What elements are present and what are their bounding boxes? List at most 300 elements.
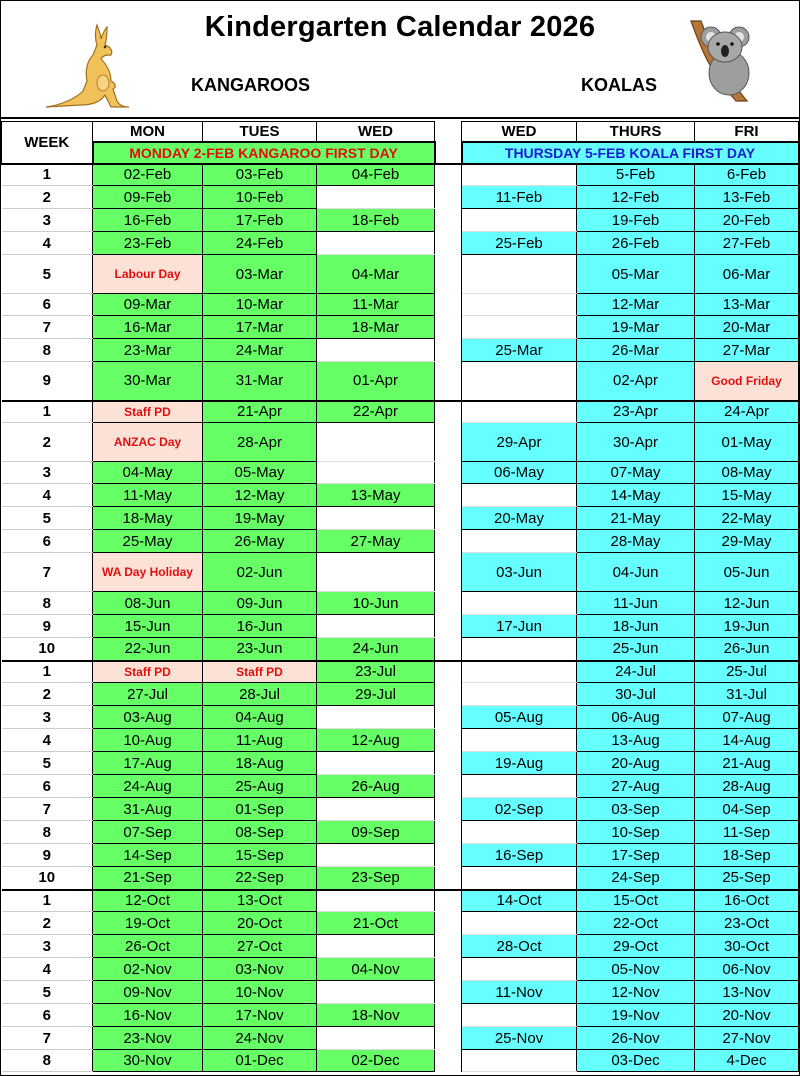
week-number: 9 (2, 615, 93, 638)
tues-cell: 10-Mar (203, 294, 317, 316)
wed-koala-cell: 17-Jun (462, 615, 577, 638)
fri-cell: 01-May (695, 423, 799, 462)
tues-cell: 01-Dec (203, 1050, 317, 1072)
week-number: 3 (2, 209, 93, 232)
mon-cell: 16-Nov (93, 1004, 203, 1027)
table-row (2, 615, 799, 638)
wed-kangaroo-cell (317, 339, 435, 362)
table-row (2, 530, 799, 553)
fri-cell: 27-Mar (695, 339, 799, 362)
wed-koala-cell (462, 316, 577, 339)
wed-koala-cell: 16-Sep (462, 844, 577, 867)
column-gap (435, 912, 462, 935)
fri-cell: 25-Sep (695, 867, 799, 890)
week-number: 8 (2, 1050, 93, 1072)
page-title: Kindergarten Calendar 2026 (204, 11, 596, 43)
wed-koala-cell: 25-Nov (462, 1027, 577, 1050)
wed-kangaroo-cell: 11-Mar (317, 294, 435, 316)
wed-kangaroo-cell (317, 752, 435, 775)
wed-kangaroo-cell (317, 935, 435, 958)
wed-koala-cell (462, 592, 577, 615)
wed-koala-cell (462, 1050, 577, 1072)
fri-cell: 14-Aug (695, 729, 799, 752)
mon-cell: 09-Nov (93, 981, 203, 1004)
wed-koala-cell (462, 255, 577, 294)
tues-column-header: TUES (203, 122, 317, 142)
tues-cell: 03-Nov (203, 958, 317, 981)
wed-koala-cell: 20-May (462, 507, 577, 530)
tues-cell: 10-Feb (203, 186, 317, 209)
kangaroo-image (41, 21, 131, 111)
tues-cell: 28-Jul (203, 683, 317, 706)
column-gap (435, 294, 462, 316)
wed-kangaroo-cell (317, 553, 435, 592)
week-number: 3 (2, 935, 93, 958)
thurs-cell: 19-Mar (577, 316, 695, 339)
wed-kangaroo-cell: 26-Aug (317, 775, 435, 798)
wed-kangaroo-cell: 13-May (317, 484, 435, 507)
table-row (2, 867, 799, 890)
wed-kangaroo-cell: 12-Aug (317, 729, 435, 752)
thurs-cell: 03-Sep (577, 798, 695, 821)
table-row (2, 798, 799, 821)
thurs-cell: 18-Jun (577, 615, 695, 638)
fri-cell: Good Friday (695, 362, 799, 401)
thurs-cell: 12-Nov (577, 981, 695, 1004)
week-number: 1 (2, 164, 93, 186)
tues-cell: 03-Mar (203, 255, 317, 294)
fri-cell: 26-Jun (695, 638, 799, 661)
thurs-cell: 30-Apr (577, 423, 695, 462)
thurs-cell: 02-Apr (577, 362, 695, 401)
column-header-row (2, 122, 799, 142)
tues-cell: 09-Jun (203, 592, 317, 615)
week-number: 6 (2, 530, 93, 553)
thurs-cell: 26-Mar (577, 339, 695, 362)
wed-koala-cell (462, 209, 577, 232)
table-row (2, 255, 799, 294)
wed-kangaroo-column-header: WED (317, 122, 435, 142)
week-number: 2 (2, 186, 93, 209)
mon-cell: 16-Mar (93, 316, 203, 339)
column-gap (435, 706, 462, 729)
mon-cell: 22-Jun (93, 638, 203, 661)
table-row (2, 935, 799, 958)
wed-kangaroo-cell (317, 706, 435, 729)
mon-cell: 10-Aug (93, 729, 203, 752)
table-row (2, 339, 799, 362)
mon-cell: Labour Day (93, 255, 203, 294)
week-number: 4 (2, 729, 93, 752)
wed-koala-cell: 11-Feb (462, 186, 577, 209)
wed-koala-cell (462, 638, 577, 661)
week-number: 9 (2, 844, 93, 867)
fri-cell: 25-Jul (695, 661, 799, 683)
fri-cell: 08-May (695, 462, 799, 484)
tues-cell: 22-Sep (203, 867, 317, 890)
wed-koala-cell: 28-Oct (462, 935, 577, 958)
calendar-table (1, 121, 800, 1072)
thurs-cell: 23-Apr (577, 401, 695, 423)
wed-kangaroo-cell (317, 844, 435, 867)
tues-cell: 13-Oct (203, 890, 317, 912)
wed-kangaroo-cell (317, 232, 435, 255)
wed-koala-cell: 06-May (462, 462, 577, 484)
column-gap (435, 401, 462, 423)
wed-kangaroo-cell: 04-Mar (317, 255, 435, 294)
column-gap (435, 981, 462, 1004)
mon-cell: 04-May (93, 462, 203, 484)
week-number: 6 (2, 775, 93, 798)
tues-cell: 02-Jun (203, 553, 317, 592)
tues-cell: 31-Mar (203, 362, 317, 401)
mon-cell: 27-Jul (93, 683, 203, 706)
tues-cell: 18-Aug (203, 752, 317, 775)
fri-cell: 04-Sep (695, 798, 799, 821)
tues-cell: 24-Nov (203, 1027, 317, 1050)
week-number: 2 (2, 423, 93, 462)
mon-cell: 12-Oct (93, 890, 203, 912)
table-row (2, 775, 799, 798)
column-gap (435, 958, 462, 981)
wed-koala-cell: 11-Nov (462, 981, 577, 1004)
mon-cell: 09-Feb (93, 186, 203, 209)
tues-cell: 25-Aug (203, 775, 317, 798)
thurs-cell: 19-Nov (577, 1004, 695, 1027)
fri-cell: 13-Mar (695, 294, 799, 316)
fri-cell: 27-Feb (695, 232, 799, 255)
wed-koala-cell: 25-Feb (462, 232, 577, 255)
tues-cell: 24-Mar (203, 339, 317, 362)
fri-cell: 15-May (695, 484, 799, 507)
mon-cell: 03-Aug (93, 706, 203, 729)
fri-cell: 30-Oct (695, 935, 799, 958)
fri-cell: 13-Nov (695, 981, 799, 1004)
wed-kangaroo-cell: 18-Nov (317, 1004, 435, 1027)
column-gap (435, 935, 462, 958)
thurs-cell: 10-Sep (577, 821, 695, 844)
tues-cell: 23-Jun (203, 638, 317, 661)
table-row (2, 958, 799, 981)
table-row (2, 1050, 799, 1072)
column-gap (435, 209, 462, 232)
fri-cell: 06-Mar (695, 255, 799, 294)
thurs-cell: 13-Aug (577, 729, 695, 752)
wed-kangaroo-cell: 04-Nov (317, 958, 435, 981)
calendar-body (2, 164, 799, 1072)
week-number: 4 (2, 484, 93, 507)
column-gap (435, 484, 462, 507)
mon-cell: 11-May (93, 484, 203, 507)
thurs-cell: 22-Oct (577, 912, 695, 935)
column-gap (435, 752, 462, 775)
column-gap (435, 661, 462, 683)
table-row (2, 752, 799, 775)
wed-koala-cell (462, 294, 577, 316)
table-row (2, 232, 799, 255)
first-day-banner-row (2, 142, 799, 164)
mon-cell: 16-Feb (93, 209, 203, 232)
column-gap (435, 798, 462, 821)
tues-cell: 26-May (203, 530, 317, 553)
wed-koala-cell (462, 164, 577, 186)
week-number: 7 (2, 1027, 93, 1050)
thurs-cell: 12-Mar (577, 294, 695, 316)
tues-cell: 08-Sep (203, 821, 317, 844)
week-number: 6 (2, 294, 93, 316)
column-gap (435, 844, 462, 867)
wed-kangaroo-cell: 18-Mar (317, 316, 435, 339)
thurs-cell: 04-Jun (577, 553, 695, 592)
wed-kangaroo-cell (317, 1027, 435, 1050)
fri-cell: 23-Oct (695, 912, 799, 935)
koalas-label: KOALAS (581, 75, 657, 95)
mon-cell: 19-Oct (93, 912, 203, 935)
column-gap (435, 122, 462, 142)
wed-kangaroo-cell (317, 890, 435, 912)
column-gap (435, 186, 462, 209)
mon-cell: 24-Aug (93, 775, 203, 798)
tues-cell: 19-May (203, 507, 317, 530)
table-row (2, 316, 799, 339)
table-row (2, 186, 799, 209)
wed-kangaroo-cell: 09-Sep (317, 821, 435, 844)
mon-cell: 07-Sep (93, 821, 203, 844)
wed-kangaroo-cell (317, 615, 435, 638)
week-number: 1 (2, 890, 93, 912)
fri-cell: 28-Aug (695, 775, 799, 798)
tues-cell: 10-Nov (203, 981, 317, 1004)
wed-koala-cell (462, 821, 577, 844)
table-row (2, 638, 799, 661)
tues-cell: 04-Aug (203, 706, 317, 729)
thurs-cell: 03-Dec (577, 1050, 695, 1072)
tues-cell: 12-May (203, 484, 317, 507)
mon-cell: 21-Sep (93, 867, 203, 890)
column-gap (435, 592, 462, 615)
thurs-cell: 06-Aug (577, 706, 695, 729)
thurs-cell: 12-Feb (577, 186, 695, 209)
thurs-cell: 11-Jun (577, 592, 695, 615)
koala-first-day-banner: THURSDAY 5-FEB KOALA FIRST DAY (462, 142, 799, 164)
tues-cell: 11-Aug (203, 729, 317, 752)
week-number: 9 (2, 362, 93, 401)
week-number: 7 (2, 798, 93, 821)
tues-cell: 28-Apr (203, 423, 317, 462)
tues-cell: 05-May (203, 462, 317, 484)
wed-kangaroo-cell: 27-May (317, 530, 435, 553)
thurs-cell: 25-Jun (577, 638, 695, 661)
column-gap (435, 164, 462, 186)
column-gap (435, 255, 462, 294)
thurs-cell: 28-May (577, 530, 695, 553)
wed-koala-cell (462, 775, 577, 798)
table-row (2, 890, 799, 912)
thurs-cell: 26-Nov (577, 1027, 695, 1050)
wed-kangaroo-cell: 23-Jul (317, 661, 435, 683)
week-number: 7 (2, 316, 93, 339)
column-gap (435, 530, 462, 553)
week-number: 7 (2, 553, 93, 592)
mon-cell: Staff PD (93, 401, 203, 423)
mon-cell: 09-Mar (93, 294, 203, 316)
wed-kangaroo-cell: 02-Dec (317, 1050, 435, 1072)
column-gap (435, 553, 462, 592)
mon-cell: 30-Mar (93, 362, 203, 401)
week-number: 5 (2, 752, 93, 775)
wed-kangaroo-cell: 21-Oct (317, 912, 435, 935)
mon-cell: 25-May (93, 530, 203, 553)
week-number: 8 (2, 821, 93, 844)
column-gap (435, 890, 462, 912)
mon-cell: 23-Nov (93, 1027, 203, 1050)
table-row (2, 661, 799, 683)
table-row (2, 981, 799, 1004)
wed-koala-cell (462, 530, 577, 553)
wed-kangaroo-cell (317, 981, 435, 1004)
wed-koala-cell (462, 867, 577, 890)
fri-cell: 21-Aug (695, 752, 799, 775)
mon-column-header: MON (93, 122, 203, 142)
thurs-cell: 24-Sep (577, 867, 695, 890)
kangaroo-first-day-banner: MONDAY 2-FEB KANGAROO FIRST DAY (93, 142, 435, 164)
week-number: 10 (2, 867, 93, 890)
tues-cell: 21-Apr (203, 401, 317, 423)
fri-cell: 05-Jun (695, 553, 799, 592)
week-number: 3 (2, 462, 93, 484)
thurs-cell: 19-Feb (577, 209, 695, 232)
table-row (2, 592, 799, 615)
column-gap (435, 232, 462, 255)
fri-cell: 12-Jun (695, 592, 799, 615)
wed-koala-cell: 02-Sep (462, 798, 577, 821)
wed-koala-cell (462, 912, 577, 935)
wed-kangaroo-cell (317, 507, 435, 530)
wed-koala-cell: 03-Jun (462, 553, 577, 592)
column-gap (435, 821, 462, 844)
fri-cell: 18-Sep (695, 844, 799, 867)
wed-koala-cell: 25-Mar (462, 339, 577, 362)
column-gap (435, 729, 462, 752)
wed-kangaroo-cell (317, 423, 435, 462)
week-number: 1 (2, 401, 93, 423)
table-row (2, 553, 799, 592)
fri-cell: 11-Sep (695, 821, 799, 844)
wed-kangaroo-cell: 18-Feb (317, 209, 435, 232)
table-row (2, 729, 799, 752)
mon-cell: 23-Feb (93, 232, 203, 255)
wed-koala-cell (462, 958, 577, 981)
column-gap (435, 615, 462, 638)
fri-cell: 20-Feb (695, 209, 799, 232)
mon-cell: ANZAC Day (93, 423, 203, 462)
column-gap (435, 867, 462, 890)
fri-column-header: FRI (695, 122, 799, 142)
fri-cell: 13-Feb (695, 186, 799, 209)
wed-koala-cell (462, 1004, 577, 1027)
mon-cell: 02-Nov (93, 958, 203, 981)
mon-cell: 02-Feb (93, 164, 203, 186)
wed-kangaroo-cell: 04-Feb (317, 164, 435, 186)
thurs-cell: 15-Oct (577, 890, 695, 912)
wed-kangaroo-cell (317, 186, 435, 209)
thurs-cell: 17-Sep (577, 844, 695, 867)
thurs-cell: 29-Oct (577, 935, 695, 958)
wed-koala-cell (462, 661, 577, 683)
thurs-cell: 21-May (577, 507, 695, 530)
wed-kangaroo-cell: 10-Jun (317, 592, 435, 615)
fri-cell: 27-Nov (695, 1027, 799, 1050)
wed-koala-cell: 29-Apr (462, 423, 577, 462)
kangaroos-label: KANGAROOS (191, 75, 311, 95)
mon-cell: 31-Aug (93, 798, 203, 821)
tues-cell: 27-Oct (203, 935, 317, 958)
table-row (2, 401, 799, 423)
tues-cell: Staff PD (203, 661, 317, 683)
tues-cell: 24-Feb (203, 232, 317, 255)
wed-koala-cell (462, 729, 577, 752)
column-gap (435, 339, 462, 362)
fri-cell: 22-May (695, 507, 799, 530)
table-row (2, 706, 799, 729)
mon-cell: Staff PD (93, 661, 203, 683)
wed-koala-column-header: WED (462, 122, 577, 142)
column-gap (435, 775, 462, 798)
column-gap (435, 316, 462, 339)
week-number: 8 (2, 339, 93, 362)
thurs-cell: 24-Jul (577, 661, 695, 683)
wed-kangaroo-cell: 01-Apr (317, 362, 435, 401)
week-number: 8 (2, 592, 93, 615)
fri-cell: 24-Apr (695, 401, 799, 423)
tues-cell: 20-Oct (203, 912, 317, 935)
column-gap (435, 1004, 462, 1027)
week-number: 5 (2, 255, 93, 294)
fri-cell: 07-Aug (695, 706, 799, 729)
week-number: 5 (2, 981, 93, 1004)
table-row (2, 294, 799, 316)
column-gap (435, 142, 462, 164)
wed-kangaroo-cell (317, 462, 435, 484)
wed-kangaroo-cell (317, 798, 435, 821)
tues-cell: 17-Mar (203, 316, 317, 339)
table-row (2, 164, 799, 186)
thurs-cell: 5-Feb (577, 164, 695, 186)
mon-cell: WA Day Holiday (93, 553, 203, 592)
wed-koala-cell (462, 401, 577, 423)
column-gap (435, 1027, 462, 1050)
wed-koala-cell (462, 683, 577, 706)
week-number: 2 (2, 683, 93, 706)
tues-cell: 17-Nov (203, 1004, 317, 1027)
week-column-header: WEEK (2, 122, 93, 164)
fri-cell: 6-Feb (695, 164, 799, 186)
wed-koala-cell: 05-Aug (462, 706, 577, 729)
table-row (2, 507, 799, 530)
wed-koala-cell (462, 362, 577, 401)
mon-cell: 23-Mar (93, 339, 203, 362)
table-row (2, 209, 799, 232)
fri-cell: 31-Jul (695, 683, 799, 706)
fri-cell: 16-Oct (695, 890, 799, 912)
mon-cell: 26-Oct (93, 935, 203, 958)
week-number: 3 (2, 706, 93, 729)
mon-cell: 15-Jun (93, 615, 203, 638)
tues-cell: 16-Jun (203, 615, 317, 638)
wed-kangaroo-cell: 24-Jun (317, 638, 435, 661)
table-row (2, 821, 799, 844)
thurs-cell: 27-Aug (577, 775, 695, 798)
